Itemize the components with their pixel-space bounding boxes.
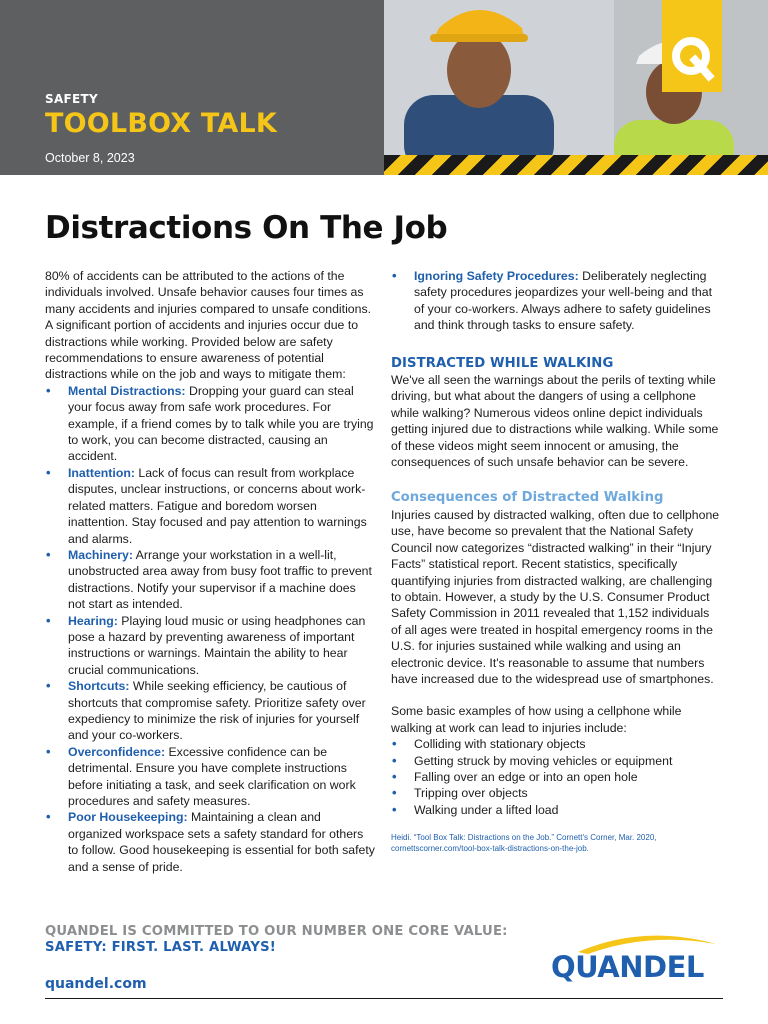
list-item: [45, 613, 375, 679]
citation: Heidi. “Tool Box Talk: Distractions on the Job.” Cornett's Corner, Mar. 2020, cornettscorner.com/tool-box-talk-distractions-on-the-job.: [391, 833, 657, 854]
examples-list: [391, 736, 721, 818]
consequences-heading: Consequences of Distracted Walking: [391, 490, 664, 506]
hazard-stripe: [384, 155, 768, 175]
header-kicker: SAFETY: [45, 92, 98, 106]
consequences-paragraph: Injuries caused by distracted walking, often due to cellphone use, have become so prevalent that the National Safety Council now categorizes “distracted walking” in their “Injury Facts” statistical report. Recent statistics, specifically quantifying injuries from distracted walking, are challenging to obtain. However, a study by the U.S. Consumer Product Safety Commission in 2011 revealed that 1,152 individuals of all ages were treated in hospital emergency rooms in the U.S. for injuries sustained while walking and using an electronic device. It's reasonable to assume that numbers have increased due to the widespread use of smartphones.: [391, 507, 720, 686]
walking-heading: DISTRACTED WHILE WALKING: [391, 355, 614, 371]
list-item: • Colliding with stationary objects: [391, 736, 721, 752]
footer-divider: [45, 998, 723, 999]
bullet-text: Playing loud music or using headphones can pose a hazard by preventing awareness of important instructions or warnings. Maintain the ability to hear crucial communications.: [68, 613, 366, 677]
distraction-list: [45, 383, 375, 875]
list-item: [45, 809, 375, 875]
right-column: [391, 268, 721, 854]
bullet-term: Shortcuts:: [68, 679, 130, 694]
list-item: [45, 744, 375, 810]
list-item: [45, 465, 375, 547]
intro-paragraph: 80% of accidents can be attributed to the actions of the individuals involved. Unsafe behavior causes four times as many accidents and injuries compared to unsafe conditions. A significant portion of accidents and injuries occur due to distractions while working. Provided below are safety recommendations to ensure awareness of potential distractions while on the job and ways to mitigate them:: [45, 269, 372, 382]
bullet-text: While seeking efficiency, be cautious of shortcuts that compromise safety. Prioritize safety over expediency to minimize the risk of injuries for yourself and your co-workers.: [68, 679, 366, 743]
list-item: [45, 547, 375, 613]
left-column: [45, 268, 375, 875]
bullet-text: Arrange your workstation in a well-lit, unobstructed area away from busy foot traffic to prevent distractions. Notify your supervisor if a machine does not start as intended.: [68, 547, 372, 612]
quandel-q-badge: [662, 0, 722, 92]
examples-intro: Some basic examples of how using a cellphone while walking at work can lead to injuries include:: [391, 704, 682, 735]
list-item: • Getting struck by moving vehicles or equipment: [391, 753, 721, 769]
distraction-list-continued: [391, 268, 721, 334]
website-link[interactable]: quandel.com: [45, 976, 147, 992]
bullet-term: Ignoring Safety Procedures:: [414, 269, 579, 283]
list-item: • Walking under a lifted load: [391, 802, 721, 818]
bullet-text: Maintaining a clean and organized workspace sets a safety standard for others to follow. Good housekeeping is essential for both safety and a sense of pride.: [68, 810, 375, 874]
logo-wordmark: QUANDEL: [551, 950, 704, 984]
bullet-term: Hearing:: [68, 613, 118, 628]
header-title: TOOLBOX TALK: [45, 108, 278, 139]
bullet-text: Dropping your guard can steal your focus away from safe work procedures. For example, if a friend comes by to talk while you are trying to work, you can become distracted, causing an accident.: [68, 383, 374, 464]
walking-paragraph: We've all seen the warnings about the perils of texting while driving, but what about the dangers of using a cellphone while walking? Numerous videos online depict individuals getting injured due to distractions while walking. While some of these videos might seem innocent or amusing, the consequences of such unsafe behavior can be severe.: [391, 373, 719, 470]
page-title: Distractions On The Job: [45, 210, 448, 246]
q-logo-icon: [662, 34, 722, 84]
list-item: [45, 383, 375, 465]
header-date: October 8, 2023: [45, 151, 135, 165]
bullet-text: Lack of focus can result from workplace disputes, unclear instructions, or concerns about work-related matters. Fatigue and boredom worsen inattention. Stay focused and pay attention to warnings and alarms.: [68, 465, 367, 546]
list-item: • Tripping over objects: [391, 785, 721, 801]
bullet-term: Overconfidence:: [68, 744, 166, 759]
bullet-text: Deliberately neglecting safety procedures jeopardizes your well-being and that of your co-workers. Always adhere to safety guidelines and think through tasks to ensure safety.: [414, 269, 713, 333]
list-item: [391, 268, 721, 334]
footer-commitment: QUANDEL IS COMMITTED TO OUR NUMBER ONE CORE VALUE:: [45, 924, 508, 939]
list-item: • Falling over an edge or into an open hole: [391, 769, 721, 785]
bullet-term: Inattention:: [68, 465, 135, 480]
bullet-text: Excessive confidence can be detrimental. Ensure you have complete instructions before initiating a task, and seek clarification on work procedures and safety measures.: [68, 744, 356, 808]
footer-slogan: SAFETY: FIRST. LAST. ALWAYS!: [45, 940, 276, 955]
quandel-logo: [548, 930, 723, 990]
bullet-term: Machinery:: [68, 547, 133, 562]
header-text: [45, 92, 277, 165]
list-item: [45, 678, 375, 744]
bullet-term: Mental Distractions:: [68, 383, 186, 398]
bullet-term: Poor Housekeeping:: [68, 810, 188, 825]
